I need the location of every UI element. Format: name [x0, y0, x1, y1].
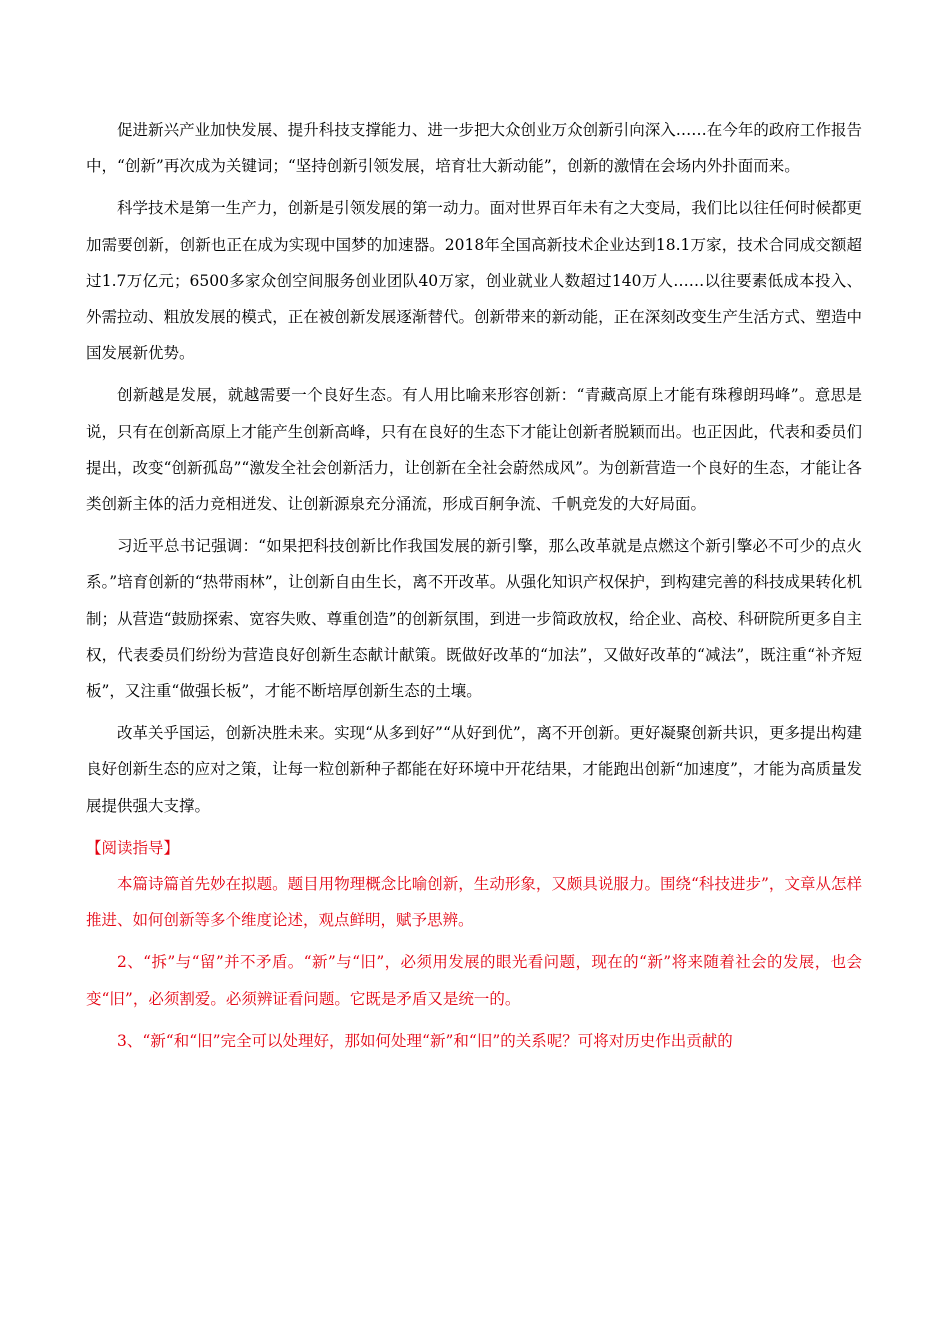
- guide-paragraph-1: 本篇诗篇首先妙在拟题。题目用物理概念比喻创新，生动形象，又颇具说服力。围绕“科技进步”，文章从怎样推进、如何创新等多个维度论述，观点鲜明，赋予思辨。: [86, 875, 862, 930]
- article-paragraph-3: 创新越是发展，就越需要一个良好生态。有人用比喻来形容创新：“青藏高原上才能有珠穆朗玛峰”。意思是说，只有在创新高原上才能产生创新高峰，只有在良好的生态下才能让创新者脱颖而出。也正因此，代表和委员们提出，改变“创新孤岛”“激发全社会创新活力，让创新在全社会蔚然成风”。为创新营造一个良好的生态，才能让各类创新主体的活力竞相迸发、让创新源泉充分涌流，形成百舸争流、千帆竞发的大好局面。: [86, 386, 862, 514]
- guide-paragraph-2: 2、“拆”与“留”并不矛盾。“新”与“旧”，必须用发展的眼光看问题，现在的“新”将来随着社会的发展，也会变“旧”，必须割爱。必须辨证看问题。它既是矛盾又是统一的。: [86, 953, 862, 1008]
- document-body: [86, 112, 862, 1065]
- article-paragraph-2: 科学技术是第一生产力，创新是引领发展的第一动力。面对世界百年未有之大变局，我们比以往任何时候都更加需要创新，创新也正在成为实现中国梦的加速器。2018年全国高新技术企业达到18.1万家，技术合同成交额超过1.7万亿元；6500多家众创空间服务创业团队40万家，创业就业人数超过140万人……以往要素低成本投入、外需拉动、粗放发展的模式，正在被创新发展逐渐替代。创新带来的新动能，正在深刻改变生产生活方式、塑造中国发展新优势。: [86, 199, 862, 363]
- article-paragraph-1: 促进新兴产业加快发展、提升科技支撑能力、进一步把大众创业万众创新引向深入……在今年的政府工作报告中，“创新”再次成为关键词；“坚持创新引领发展，培育壮大新动能”，创新的激情在会场内外扑面而来。: [86, 121, 862, 176]
- guide-paragraph-3: 3、“新“和“旧”完全可以处理好，那如何处理“新”和“旧”的关系呢？可将对历史作出贡献的: [117, 1031, 733, 1050]
- reading-guide-heading: 【阅读指导】: [86, 838, 180, 857]
- article-paragraph-4: 习近平总书记强调：“如果把科技创新比作我国发展的新引擎，那么改革就是点燃这个新引擎必不可少的点火系。”培育创新的“热带雨林”，让创新自由生长，离不开改革。从强化知识产权保护，到构建完善的科技成果转化机制；从营造“鼓励探索、宽容失败、尊重创造”的创新氛围，到进一步简政放权，给企业、高校、科研院所更多自主权，代表委员们纷纷为营造良好创新生态献计献策。既做好改革的“加法”，又做好改革的“减法”，既注重“补齐短板”，又注重“做强长板”，才能不断培厚创新生态的土壤。: [86, 537, 862, 701]
- article-paragraph-5: 改革关乎国运，创新决胜未来。实现“从多到好”“从好到优”，离不开创新。更好凝聚创新共识，更多提出构建良好创新生态的应对之策，让每一粒创新种子都能在好环境中开花结果，才能跑出创新“加速度”，才能为高质量发展提供强大支撑。: [86, 724, 862, 815]
